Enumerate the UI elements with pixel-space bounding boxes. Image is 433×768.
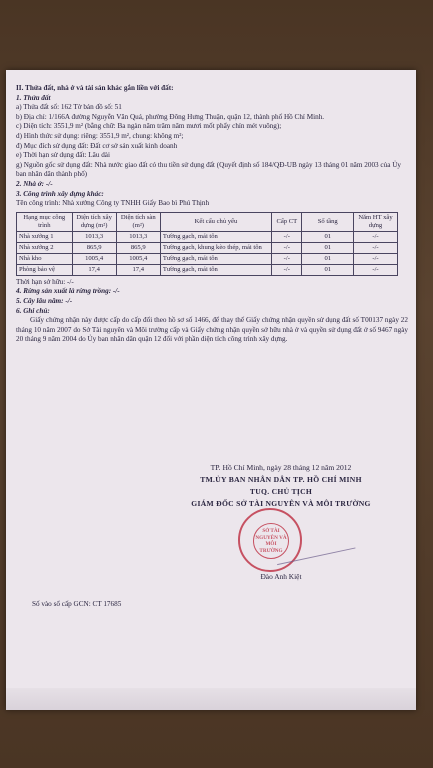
cell: -/- bbox=[272, 253, 302, 264]
cell: 17,4 bbox=[116, 264, 160, 275]
cell: Phòng bảo vệ bbox=[17, 264, 73, 275]
cell: -/- bbox=[272, 242, 302, 253]
cell: -/- bbox=[354, 253, 398, 264]
issue-date: TP. Hồ Chí Minh, ngày 28 tháng 12 năm 2012 bbox=[210, 463, 352, 472]
table-row bbox=[17, 242, 398, 253]
signature-block bbox=[156, 462, 406, 510]
section-4-forest: 4. Rừng sản xuất là rừng trồng: -/- bbox=[16, 287, 120, 296]
cell: -/- bbox=[354, 264, 398, 275]
seal-inner-text: SỞ TÀI NGUYÊN VÀ MÔI TRƯỜNG bbox=[253, 523, 289, 559]
cell: 1013,3 bbox=[72, 231, 116, 242]
land-address: b) Địa chỉ: 1/166A đường Nguyễn Văn Quá, phường Đông Hưng Thuận, quận 12, thành phố Hồ Chí Minh. bbox=[16, 112, 325, 121]
cell: Tường gạch, mái tôn bbox=[160, 231, 271, 242]
col-header: Diện tích sàn (m²) bbox=[116, 212, 160, 231]
cell: -/- bbox=[272, 231, 302, 242]
col-header: Cấp CT bbox=[272, 212, 302, 231]
table-row bbox=[17, 231, 398, 242]
land-usage-purpose: đ) Mục đích sử dụng đất: Đất cơ sở sản xuất kinh doanh bbox=[16, 141, 178, 150]
section-header: II. Thửa đất, nhà ở và tài sản khác gắn liền với đất: bbox=[16, 84, 174, 92]
section-3-title: 3. Công trình xây dựng khác: bbox=[16, 189, 104, 198]
section-6-title: 6. Ghi chú: bbox=[16, 306, 50, 315]
section-2-house: 2. Nhà ở: -/- bbox=[16, 179, 53, 188]
cell: -/- bbox=[354, 231, 398, 242]
section-5-perennial: 5. Cây lâu năm: -/- bbox=[16, 296, 73, 305]
cell: 1013,3 bbox=[116, 231, 160, 242]
cell: 01 bbox=[302, 253, 354, 264]
ownership-term: Thời hạn sở hữu: -/- bbox=[16, 277, 74, 286]
section-1-title: 1. Thửa đất bbox=[16, 93, 51, 102]
cell: Nhà xưởng 1 bbox=[17, 231, 73, 242]
land-plot-number: a) Thửa đất số: 162 Tờ bản đồ số: 51 bbox=[16, 103, 122, 112]
cell: Nhà kho bbox=[17, 253, 73, 264]
issuer-org: TM.ỦY BAN NHÂN DÂN TP. HỒ CHÍ MINH bbox=[200, 475, 362, 484]
cell: 1005,4 bbox=[116, 253, 160, 264]
land-usage-term: e) Thời hạn sử dụng đất: Lâu dài bbox=[16, 151, 110, 160]
cell: 1005,4 bbox=[72, 253, 116, 264]
cell: 865,9 bbox=[116, 242, 160, 253]
table-row bbox=[17, 264, 398, 275]
cell: Tường gạch, khung kèo thép, mái tôn bbox=[160, 242, 271, 253]
col-header: Hạng mục công trình bbox=[17, 212, 73, 231]
notes-body: Giấy chứng nhận này được cấp do cấp đổi theo hồ sơ số 1466, để thay thế Giấy chứng nhận quyền sử dụng đất số T00137 ngày 22 tháng 10 năm 2007 do Sở Tài nguyên và Môi trường cấp và Giấy chứng nhận quyền sở hữu nhà ở và quyền sử dụng đất ở số 9467 ngày 20 tháng 9 năm 2004 do Ủy ban nhân dân quận 12 đổi với phần diện tích công trình xây dựng. bbox=[16, 316, 408, 344]
land-usage-form: d) Hình thức sử dụng: riêng: 3551,9 m², chung: không m²; bbox=[16, 131, 184, 140]
col-header: Kết cấu chủ yếu bbox=[160, 212, 271, 231]
page-bottom-edge bbox=[6, 688, 416, 710]
signer-name: Đào Anh Kiệt bbox=[260, 572, 302, 581]
cell: Tường gạch, mái tôn bbox=[160, 264, 271, 275]
col-header: Diện tích xây dựng (m²) bbox=[72, 212, 116, 231]
cell: -/- bbox=[354, 242, 398, 253]
cell: 01 bbox=[302, 242, 354, 253]
certificate-page bbox=[6, 70, 416, 710]
col-header: Năm HT xây dựng bbox=[354, 212, 398, 231]
table-row bbox=[17, 253, 398, 264]
document-body bbox=[16, 84, 408, 345]
land-origin: g) Nguồn gốc sử dụng đất: Nhà nước giao đất có thu tiền sử dụng đất (Quyết định số 184/QĐ-UB ngày 13 tháng 01 năm 2003 của Ủy ban nhân dân thành phố) bbox=[16, 160, 401, 179]
cell: 01 bbox=[302, 231, 354, 242]
cell: -/- bbox=[272, 264, 302, 275]
issuer-authority: TUQ. CHỦ TỊCH bbox=[249, 487, 313, 496]
table-header-row bbox=[17, 212, 398, 231]
col-header: Số tầng bbox=[302, 212, 354, 231]
certificate-serial: Số vào sổ cấp GCN: CT 17685 bbox=[32, 600, 122, 608]
cell: Tường gạch, mái tôn bbox=[160, 253, 271, 264]
cell: 17,4 bbox=[72, 264, 116, 275]
issuer-department: GIÁM ĐỐC SỞ TÀI NGUYÊN VÀ MÔI TRƯỜNG bbox=[191, 499, 371, 508]
cell: Nhà xưởng 2 bbox=[17, 242, 73, 253]
cell: 01 bbox=[302, 264, 354, 275]
cell: 865,9 bbox=[72, 242, 116, 253]
construction-name: Tên công trình: Nhà xưởng Công ty TNHH Giấy Bao bì Phú Thịnh bbox=[16, 199, 210, 208]
construction-table bbox=[16, 212, 398, 276]
land-area: c) Diện tích: 3551,9 m² (bằng chữ: Ba ngàn năm trăm năm mươi mốt phẩy chín mét vuông); bbox=[16, 122, 282, 131]
